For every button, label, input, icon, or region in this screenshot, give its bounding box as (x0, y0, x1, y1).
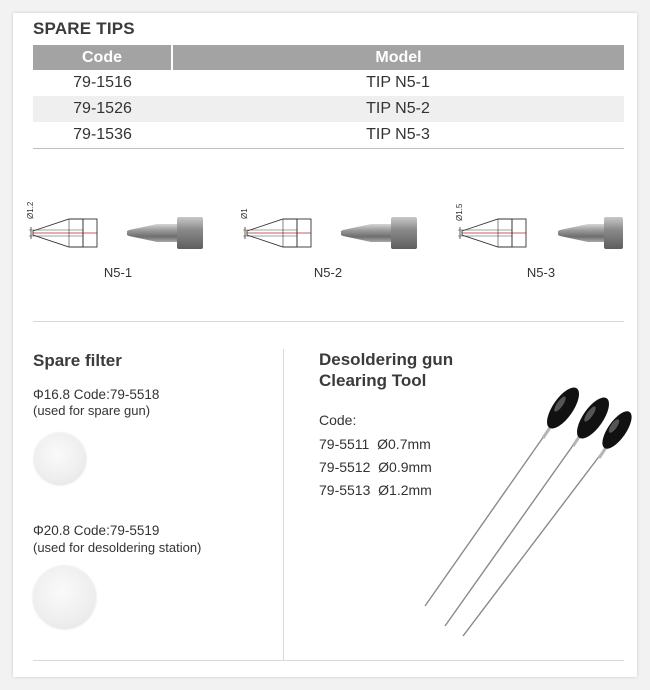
table-row (33, 122, 624, 149)
tip-label-n5-1: N5-1 (103, 265, 133, 280)
cell-code: 79-1516 (73, 74, 132, 91)
tip-n5-3-illustration (456, 203, 623, 263)
column-header-model: Model (172, 45, 624, 70)
tip-photo (127, 217, 203, 249)
spare-filter-title: Spare filter (33, 351, 122, 370)
vertical-divider (283, 349, 284, 661)
divider (33, 660, 624, 661)
list-item: 79-5511 Ø0.7mm (319, 436, 431, 452)
clearing-tool-title-line2: Clearing Tool (319, 371, 427, 390)
section-title-spare-tips: SPARE TIPS (33, 19, 135, 38)
tip-label-n5-3: N5-3 (526, 265, 556, 280)
tip-photo (341, 217, 417, 249)
filter-spec-1: Φ16.8 Code:79-5518 (33, 387, 160, 402)
table-header-row (33, 45, 624, 70)
divider (33, 321, 624, 322)
tip-dimension-label: Ø1.2 (26, 201, 35, 219)
filter-spec-2: Φ20.8 Code:79-5519 (33, 523, 160, 538)
clearing-tool-title-line1: Desoldering gun (319, 350, 454, 369)
clearing-needle-1 (425, 383, 585, 606)
tip-label-n5-2: N5-2 (313, 265, 343, 280)
filter-disc-large-image (33, 566, 96, 629)
cell-code: 79-1536 (33, 122, 172, 149)
list-item: 79-5512 Ø0.9mm (319, 459, 432, 475)
tip-cross-section-drawing (240, 208, 311, 247)
clearing-needle-2 (445, 393, 615, 626)
clearing-needle-3 (463, 407, 637, 636)
cell-model: TIP N5-3 (172, 122, 624, 149)
filter-note-1: (used for spare gun) (33, 403, 151, 418)
table-row (33, 96, 624, 122)
clearing-tool-code-label: Code: (319, 412, 357, 428)
cell-code: 79-1526 (33, 96, 172, 122)
list-item: 79-5513 Ø1.2mm (319, 482, 432, 498)
column-header-code: Code (33, 45, 172, 70)
tip-n5-1-illustration (27, 203, 217, 263)
cell-model: TIP N5-1 (366, 74, 430, 91)
tip-photo (558, 217, 623, 249)
tip-cross-section-drawing (455, 203, 526, 247)
filter-note-2: (used for desoldering station) (33, 540, 202, 555)
tip-dimension-label: Ø1.5 (455, 203, 464, 221)
clearing-tool-image (413, 378, 628, 638)
filter-disc-small-image (34, 433, 86, 485)
product-card (13, 13, 637, 677)
table-row (33, 70, 624, 96)
tip-dimension-label: Ø1 (240, 208, 249, 219)
cell-model: TIP N5-2 (172, 96, 624, 122)
tip-n5-2-illustration (241, 203, 431, 263)
spare-tips-table (33, 45, 624, 149)
tip-cross-section-drawing (26, 201, 97, 247)
